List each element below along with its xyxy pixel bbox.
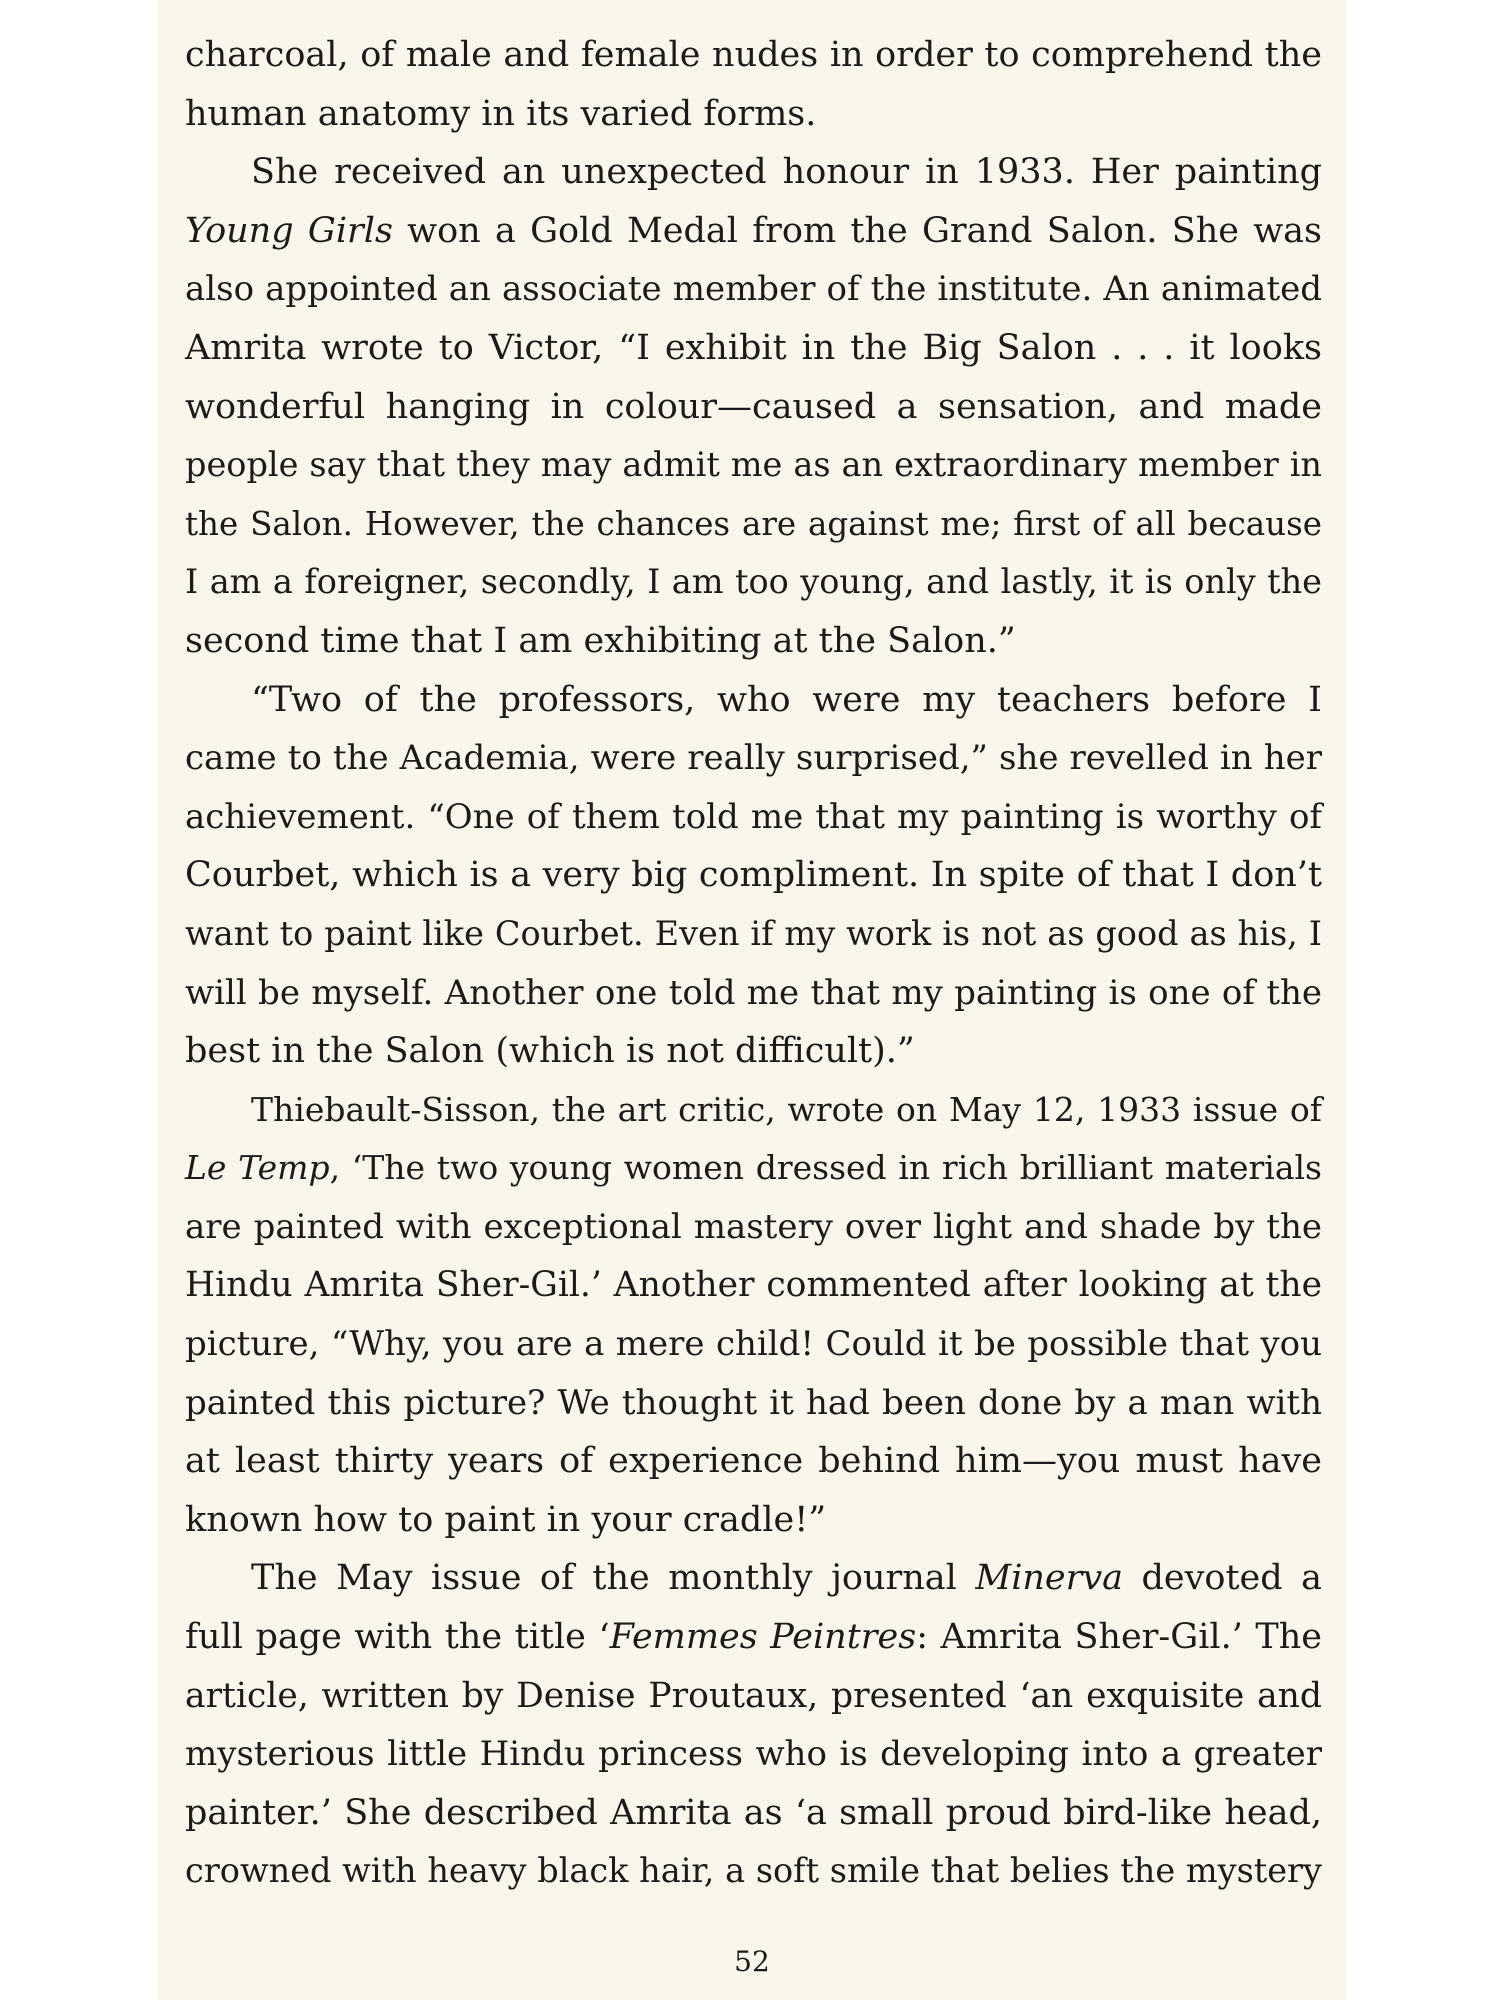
text-run: painted this picture? We thought it had been done by a man with <box>185 1382 1322 1423</box>
text-run: , ‘The two young women dressed in rich brilliant materials <box>329 1148 1322 1188</box>
italic-title: Minerva <box>975 1558 1124 1599</box>
italic-title: Young Girls <box>185 210 393 251</box>
text-line <box>185 202 1322 261</box>
text-run: devoted a <box>1123 1558 1322 1599</box>
text-run: human anatomy in its varied forms. <box>185 93 817 134</box>
book-page <box>158 0 1346 2000</box>
text-line <box>185 1608 1322 1667</box>
text-line <box>185 553 1322 612</box>
text-line <box>185 1139 1322 1198</box>
text-run: “Two of the professors, who were my teachers before I <box>251 679 1322 720</box>
text-line <box>185 964 1322 1023</box>
text-run: The May issue of the monthly journal <box>251 1558 976 1599</box>
paragraph-p3 <box>185 671 1322 1081</box>
text-run: crowned with heavy black hair, a soft smile that belies the mystery <box>185 1851 1322 1891</box>
italic-title: Femmes Peintres <box>609 1617 917 1658</box>
text-run: article, written by Denise Proutaux, presented ‘an exquisite and <box>185 1675 1322 1716</box>
paragraph-p1 <box>185 26 1322 143</box>
text-line <box>185 143 1322 202</box>
text-run: second time that I am exhibiting at the Salon.” <box>185 620 1016 661</box>
text-run: achievement. “One of them told me that my painting is worthy of <box>185 796 1322 837</box>
text-line <box>185 905 1322 964</box>
text-line <box>185 1432 1322 1491</box>
text-run: Hindu Amrita Sher-Gil.’ Another commented after looking at the <box>185 1265 1322 1306</box>
text-line <box>185 495 1322 554</box>
text-run: I am a foreigner, secondly, I am too young, and lastly, it is only the <box>185 562 1322 602</box>
text-run: picture, “Why, you are a mere child! Could it be possible that you <box>185 1324 1322 1365</box>
text-run: want to paint like Courbet. Even if my work is not as good as his, I <box>185 913 1322 953</box>
text-line <box>185 671 1322 730</box>
text-line <box>185 26 1322 85</box>
text-line <box>185 612 1322 671</box>
text-run: Amrita wrote to Victor, “I exhibit in the Big Salon . . . it looks <box>185 327 1322 368</box>
text-line <box>185 378 1322 437</box>
text-run: painter.’ She described Amrita as ‘a small proud bird-like head, <box>185 1792 1322 1833</box>
paragraph-p4 <box>185 1081 1322 1550</box>
text-run: known how to paint in your cradle!” <box>185 1499 827 1540</box>
text-line <box>185 319 1322 378</box>
text-run: charcoal, of male and female nudes in order to comprehend the <box>185 35 1322 75</box>
page-number: 52 <box>734 1945 770 1978</box>
text-line <box>185 1549 1322 1608</box>
text-line <box>185 788 1322 847</box>
text-run: will be myself. Another one told me that my painting is one of the <box>185 972 1322 1013</box>
text-run: best in the Salon (which is not difficult).” <box>185 1031 915 1072</box>
italic-title: Le Temp <box>185 1148 330 1188</box>
text-line <box>185 1842 1322 1901</box>
text-line <box>185 1784 1322 1843</box>
text-run: Courbet, which is a very big compliment. In spite of that I don’t <box>185 855 1322 896</box>
text-run: She received an unexpected honour in 1933. Her painting <box>251 152 1322 193</box>
paragraph-p5 <box>185 1549 1322 1901</box>
text-run: the Salon. However, the chances are against me; first of all because <box>185 504 1322 543</box>
text-run: won a Gold Medal from the Grand Salon. She was <box>392 210 1322 251</box>
paragraph-p2 <box>185 143 1322 670</box>
text-line <box>185 1491 1322 1550</box>
text-line <box>185 1667 1322 1726</box>
text-run: mysterious little Hindu princess who is developing into a greater <box>185 1734 1322 1775</box>
text-line <box>185 1725 1322 1784</box>
text-run: at least thirty years of experience behind him—you must have <box>185 1441 1322 1482</box>
text-run: came to the Academia, were really surprised,” she revelled in her <box>185 738 1322 779</box>
text-line <box>185 1081 1322 1140</box>
text-line <box>185 729 1322 788</box>
text-run: people say that they may admit me as an extraordinary member in <box>185 445 1322 485</box>
text-line <box>185 1374 1322 1433</box>
text-run: : Amrita Sher-Gil.’ The <box>916 1617 1323 1658</box>
text-run: also appointed an associate member of the institute. An animated <box>185 269 1322 310</box>
text-run: wonderful hanging in colour—caused a sensation, and made <box>185 386 1322 427</box>
body-text <box>185 26 1322 1901</box>
text-line <box>185 436 1322 495</box>
text-line <box>185 85 1322 144</box>
text-line <box>185 1198 1322 1257</box>
text-run: Thiebault-Sisson, the art critic, wrote on May 12, 1933 issue of <box>251 1089 1322 1129</box>
text-line <box>185 1022 1322 1081</box>
text-run: full page with the title ‘ <box>185 1617 610 1658</box>
text-run: are painted with exceptional mastery over light and shade by the <box>185 1206 1322 1247</box>
text-line <box>185 260 1322 319</box>
text-line <box>185 1256 1322 1315</box>
text-line <box>185 846 1322 905</box>
text-line <box>185 1315 1322 1374</box>
